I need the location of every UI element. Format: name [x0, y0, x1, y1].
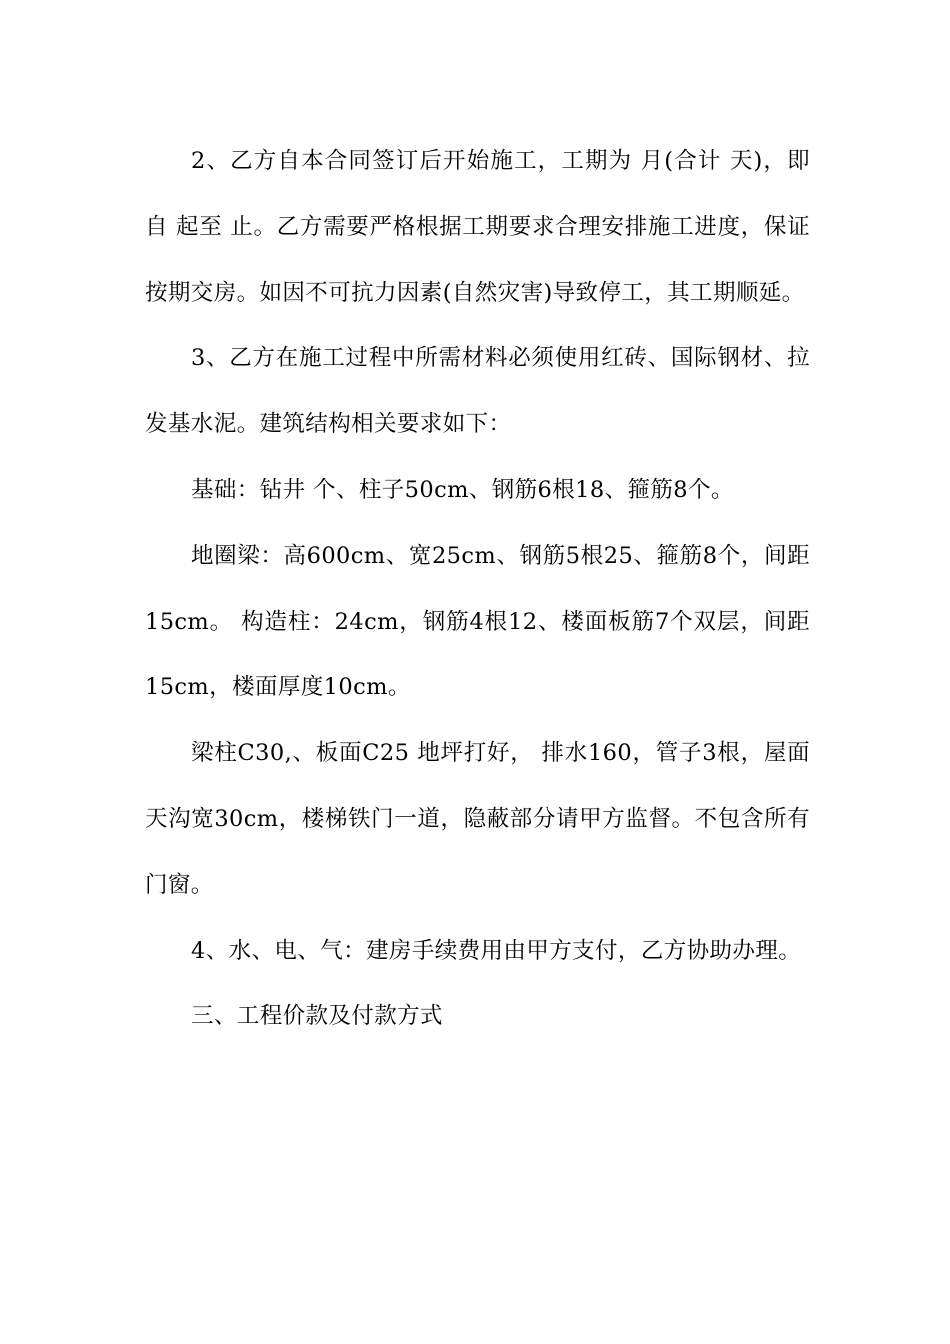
paragraph-construction-period: 2、乙方自本合同签订后开始施工，工期为 月(合计 天)，即自 起至 止。乙方需要严格根据工期要求合理安排施工进度，保证按期交房。如因不可抗力因素(自然灾害)导致停工，其工期顺延。: [145, 148, 810, 306]
document-body: [145, 129, 810, 1050]
paragraph-utilities: 4、水、电、气：建房手续费用由甲方支付，乙方协助办理。: [191, 937, 802, 964]
paragraph-beam-column: 梁柱C30,、板面C25 地坪打好， 排水160，管子3根，屋面天沟宽30cm，楼梯铁门一道，隐蔽部分请甲方监督。不包含所有门窗。: [145, 740, 810, 898]
paragraph-materials: 3、乙方在施工过程中所需材料必须使用红砖、国际钢材、拉发基水泥。建筑结构相关要求如下：: [145, 345, 810, 438]
section-heading-price-payment: 三、工程价款及付款方式: [191, 1003, 443, 1030]
paragraph-foundation: 基础：钻井 个、柱子50cm、钢筋6根18、箍筋8个。: [191, 476, 734, 503]
paragraph-ground-beam: 地圈梁：高600cm、宽25cm、钢筋5根25、箍筋8个，间距15cm。 构造柱：24cm，钢筋4根12、楼面板筋7个双层，间距15cm，楼面厚度10cm。: [145, 542, 810, 701]
